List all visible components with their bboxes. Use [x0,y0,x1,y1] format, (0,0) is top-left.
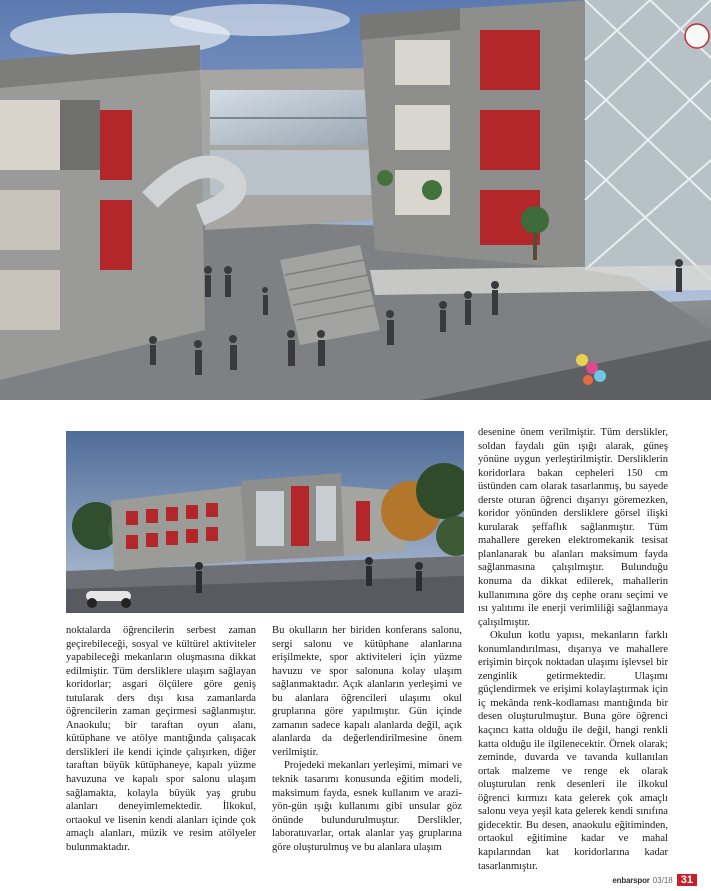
paragraph: Okulun kotlu yapısı, mekanların farklı konumlandırılması, dışarıya ve mahallere erişimin birçok noktadan ulaşımı işlevsel bir zenginlik getirmektedir. Ulaşımı güçlendirmek ve erişimi kolaylaştırmak için iç mekânda renk-kodlaması mantığında bir desen oluşturulmuştur. Buna göre öğrenci kaçıncı katta olduğu ile değil, hangi renkli katta olduğu ile ilgilenecektir. Örnek olarak; zeminde, duvarda ve tavanda kullanılan ortak malzeme ve renge ek olarak oluşturulan renk desenleri ile ilkokul öğrenci kırmızı kata gelerek çok amaçlı salonu veya yeşil kata gelerek kendi sınıfına gidecektir. Bu desen, anaokulu eğitiminden, ortaokul eğitimine kadar ve mahal kapılarından kat koridorlarına kadar tasarlanmıştır. [478,630,668,872]
hero-image [0,0,711,400]
magazine-name: enbarspor [612,875,650,885]
paragraph: desenine önem verilmiştir. Tüm derslikler, soldan faydalı gün ışığı alarak, güneş yönüne uygun yerleştirilmiştir. Dersliklerin koridorlara bakan cepheleri 150 cm üstünden cam olarak tasarlanmış, bu sayede derste oturan öğrenci dışarıyı göremezken, koridor yönünden dersliklere görsel ilişki kurularak şeffaflık sağlanmıştır. Tüm mahallere gereken elektromekanik tesisat planlanarak bu alanları maksimum fayda sağlanmasına çalışılmıştır. Bulunduğu konuma da dikkat edilerek, mahallerin kullanımına göre dış cephe oranı seçimi ve ısı yalıtımı ile enerji verimliliği sağlanmaya çalışılmıştır. [478,427,668,628]
paragraph: Projedeki mekanları yerleşimi, mimari ve teknik tasarımı konusunda eğitim modeli, maksimum fayda, esnek kullanım ve arazi-yön-gün ışığı kullanımı gibi unsular göz önünde bulundurulmuştur. Derslikler, laboratuvarlar, ortak alanlar yaş gruplarına göre oluşturulmuş ve bu alanlara ulaşım [272,760,462,853]
paragraph: noktalarda öğrencilerin serbest zaman geçirebileceği, sosyal ve kültürel aktiviteler yapabileceği mekanların oluşmasına dikkat edilmiştir. Tüm dersliklere ulaşım sağlayan koridorlar; asgari ölçülere göre geniş tutularak ders dışı kısa zamanlarda öğrencilerin zaman geçirmesi sağlanmıştır. Anaokulu; bir taraftan oyun alanı, kütüphane ve atölye mantığında çalışacak derslikleri ile kendi içinde çalışırken, diğer taraftan büyük kütüphaneye, kapalı yüzme havuzuna ve kapalı spor salonu ulaşım sağlamakta, kolayla büyük yaş grubu alanları deneyimlemektedir. İlkokul, ortaokul ve lisenin kendi alanları içinde çok amaçlı alanları, müzik ve resim atölyeler bulunmaktadır. [66,625,256,853]
page-number: 31 [677,874,697,886]
page-footer [612,874,697,886]
text-column-1 [66,624,256,854]
issue-number: 03/18 [652,875,673,885]
inset-image [66,431,464,613]
paragraph: Bu okulların her biriden konferans salonu, sergi salonu ve kütüphane alanlarına erişilmekte, spor aktiviteleri için yüzme havuzu ve spor salonuna kolay ulaşım sağlanmaktadır. Açık alanların yerleşimi ve bu alanlara öğrencileri ulaşımı okul gruplarına göre yapılmıştır. Gün içinde zamanın sadece kapalı alanlarda değil, açık alanlarda da değerlendirilmesine önem verilmiştir. [272,625,462,758]
text-column-2 [272,624,462,854]
text-column-3 [478,426,668,873]
